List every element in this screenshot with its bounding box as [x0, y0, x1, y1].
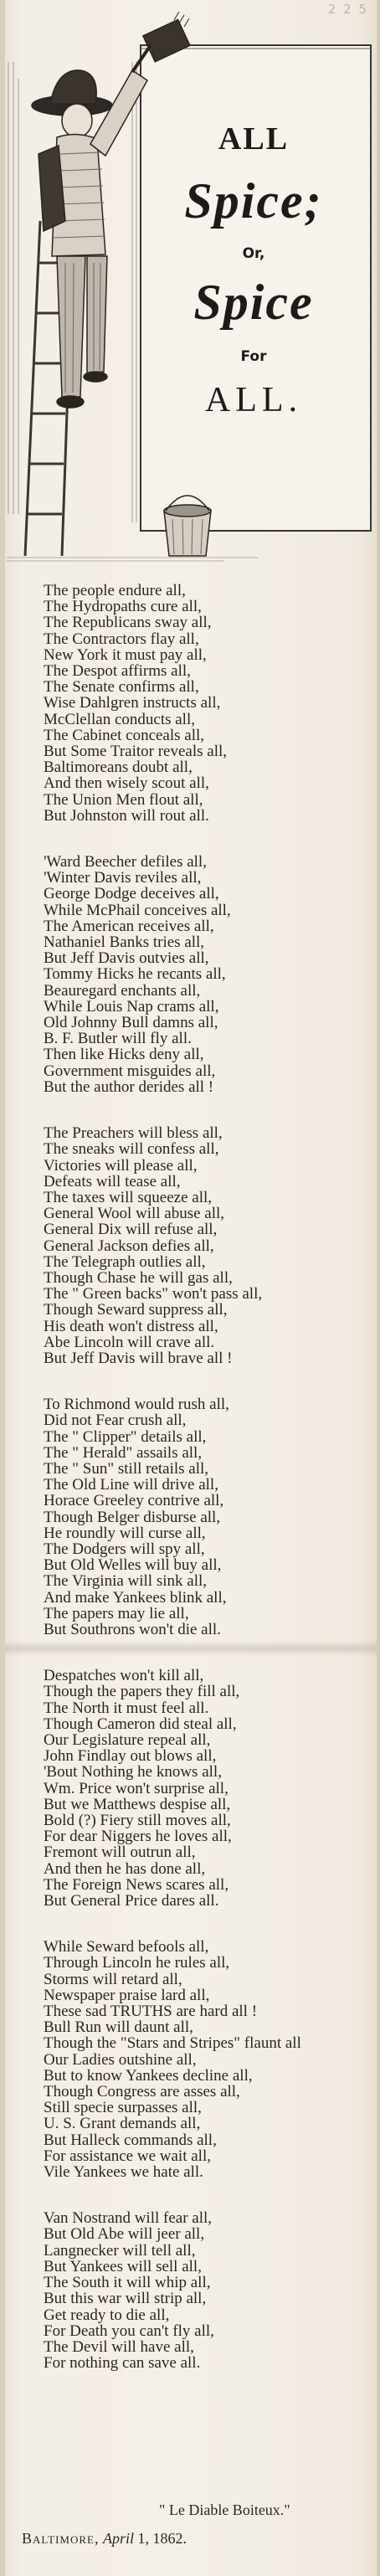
verse-line: General Dix will refuse all,	[44, 1221, 218, 1239]
verse-line: Nathaniel Banks tries all,	[44, 933, 205, 952]
verse-line: Bull Run will daunt all,	[44, 2018, 193, 2037]
verse-line: The " Herald" assails all,	[44, 1443, 203, 1462]
verse-line: Though Seward suppress all,	[44, 1301, 228, 1319]
verse-line: And then he has done all,	[44, 1859, 206, 1878]
stanza-2	[44, 854, 374, 1095]
verse-line: 'Ward Beecher defiles all,	[44, 853, 207, 872]
verse-line: General Wool will abuse all,	[44, 1205, 225, 1223]
verse-line: The North it must feel all.	[44, 1699, 209, 1717]
verse-line: Old Johnny Bull damns all,	[44, 1014, 218, 1032]
verse-line: McClellan conducts all,	[44, 710, 195, 728]
stanza-7	[44, 2210, 374, 2371]
boy-figure	[32, 70, 147, 408]
verse-line: The Despot affirms all,	[44, 662, 191, 681]
verse-line: These sad TRUTHS are hard all !	[44, 2003, 258, 2021]
verse-line: B. F. Butler will fly all.	[44, 1030, 192, 1048]
verse-line: Abe Lincoln will crave all.	[44, 1333, 215, 1351]
verse-line: His death won't distress all,	[44, 1317, 218, 1335]
verse-line: Storms will retard all,	[44, 1970, 182, 1988]
verse-line: The American receives all,	[44, 917, 214, 935]
verse-line: The Preachers will bless all,	[44, 1124, 223, 1143]
verse-line: Though the papers they fill all,	[44, 1683, 240, 1701]
verse-line: The Devil will have all,	[44, 2337, 194, 2356]
title-line-spice-2: Spice	[193, 275, 314, 330]
header-vignette	[7, 12, 375, 564]
verse-line: Though the "Stars and Stripes" flaunt all	[44, 2034, 301, 2053]
verse-line: While McPhail conceives all,	[44, 901, 231, 919]
stanza-6	[44, 1939, 374, 2180]
verse-line: Still specie surpasses all,	[44, 2099, 202, 2117]
verse-line: Did not Fear crush all,	[44, 1411, 187, 1430]
verse-line: The papers may lie all,	[44, 1604, 189, 1622]
verse-line: Fremont will outrun all,	[44, 1843, 196, 1862]
verse-line: John Findlay out blows all,	[44, 1747, 217, 1766]
verse-line: Our Ladies outshine all,	[44, 2050, 197, 2069]
verse-line: Vile Yankees we hate all.	[44, 2163, 203, 2182]
verse-line: The Senate confirms all,	[44, 678, 199, 697]
verse-line: New York it must pay all,	[44, 645, 207, 664]
verse-line: U. S. Grant demands all,	[44, 2115, 201, 2133]
verse-line: Wm. Price won't surprise all,	[44, 1779, 229, 1797]
verse-line: Bold (?) Fiery still moves all,	[44, 1812, 231, 1830]
verse-line: But this war will strip all,	[44, 2290, 207, 2308]
verse-line: The sneaks will confess all,	[44, 1140, 219, 1159]
verse-line: He roundly will curse all,	[44, 1524, 206, 1542]
verse-line: Though Chase he will gas all,	[44, 1268, 233, 1287]
verse-line: The people endure all,	[44, 582, 186, 599]
verse-line: Baltimoreans doubt all,	[44, 758, 193, 777]
verse-line: The taxes will squeeze all,	[44, 1188, 213, 1206]
verse-line: 'Bout Nothing he knows all,	[44, 1763, 222, 1782]
verse-line: General Jackson defies all,	[44, 1237, 214, 1255]
verse-line: Though Belger disburse all,	[44, 1508, 221, 1526]
paper-edge-right	[377, 0, 380, 2576]
paper-edge-left	[0, 0, 5, 2576]
verse-line: But Old Welles will buy all,	[44, 1556, 222, 1575]
verse-line: Defeats will tease all,	[44, 1172, 181, 1190]
verse-line: The " Clipper" details all,	[44, 1427, 207, 1446]
verse-line: Though Cameron did steal all,	[44, 1715, 237, 1733]
verse-line: And make Yankees blink all,	[44, 1588, 227, 1607]
verse-line: Tommy Hicks he recants all,	[44, 965, 226, 984]
verse-line: While Seward befools all,	[44, 1938, 209, 1956]
verse-line: The Contractors flay all,	[44, 630, 199, 648]
verse-line: The Foreign News scares all,	[44, 1875, 229, 1894]
title-line-all: ALL	[218, 121, 290, 157]
verse-line: But Jeff Davis will brave all !	[44, 1349, 233, 1367]
verse-line: Then like Hicks deny all,	[44, 1046, 204, 1064]
stanza-4	[44, 1396, 374, 1638]
verse-line: For nothing can save all.	[44, 2354, 201, 2373]
title-line-spice: Spice;	[184, 173, 323, 229]
verse-line: Van Nostrand will fear all,	[44, 2209, 213, 2228]
verse-line: Horace Greeley contrive all,	[44, 1492, 224, 1510]
verse-line: But Johnston will rout all.	[44, 806, 209, 825]
paper-fold-crease	[5, 1641, 377, 1656]
verse-line: While Louis Nap crams all,	[44, 997, 219, 1015]
verse-line: Despatches won't kill all,	[44, 1667, 204, 1685]
poem-body	[44, 583, 374, 2401]
verse-line: But General Price dares all.	[44, 1892, 219, 1910]
verse-line: But Jeff Davis outvies all,	[44, 949, 209, 968]
verse-line: But the author derides all !	[44, 1077, 214, 1096]
verse-line: For dear Niggers he loves all,	[44, 1828, 232, 1846]
verse-line: For assistance we wait all,	[44, 2147, 211, 2165]
verse-line: For Death you can't fly all,	[44, 2321, 214, 2340]
verse-line: But Southrons won't die all.	[44, 1620, 221, 1638]
verse-line: To Richmond would rush all,	[44, 1396, 229, 1414]
verse-line: The " Green backs" won't pass all,	[44, 1285, 263, 1303]
dateline-month: April	[102, 2530, 134, 2547]
verse-line: The Telegraph outlies all,	[44, 1252, 206, 1271]
verse-line: Wise Dahlgren instructs all,	[44, 694, 221, 712]
verse-line: Our Legislature repeal all,	[44, 1731, 211, 1749]
verse-line: Victories will please all,	[44, 1156, 198, 1175]
verse-line: But Yankees will sell all,	[44, 2257, 202, 2275]
verse-line: Get ready to die all,	[44, 2306, 170, 2324]
verse-line: George Dodge deceives all,	[44, 885, 219, 903]
dateline-day-year: 1, 1862.	[137, 2530, 187, 2547]
verse-line: The Old Line will drive all,	[44, 1476, 218, 1494]
verse-line: But Old Abe will jeer all,	[44, 2225, 205, 2244]
dateline-place: Baltimore,	[22, 2530, 100, 2547]
verse-line: The " Sun" still retails all,	[44, 1459, 209, 1478]
verse-line: Government misguides all,	[44, 1062, 216, 1080]
title-line-or: Or,	[242, 245, 265, 262]
verse-line: But Halleck commands all,	[44, 2131, 217, 2149]
verse-line: The Dodgers will spy all,	[44, 1540, 205, 1558]
verse-line: The Hydropaths cure all,	[44, 598, 202, 616]
title-block	[149, 121, 358, 420]
pencil-annotation: 2 2 5	[327, 2, 368, 17]
verse-line: But we Matthews despise all,	[44, 1795, 231, 1813]
verse-line: Newspaper praise lard all,	[44, 1986, 210, 2004]
verse-line: And then wisely scout all,	[44, 774, 209, 793]
title-line-all-2: ALL.	[204, 381, 303, 419]
verse-line: The Republicans sway all,	[44, 614, 212, 632]
verse-line: The Virginia will sink all,	[44, 1572, 208, 1591]
verse-line: Through Lincoln he rules all,	[44, 1954, 230, 1972]
verse-line: But Some Traitor reveals all,	[44, 743, 228, 761]
verse-line: The Cabinet conceals all,	[44, 726, 205, 744]
verse-line: Though Congress are asses all,	[44, 2083, 240, 2101]
dateline	[22, 2530, 187, 2548]
stanza-5	[44, 1668, 374, 1909]
stanza-1	[44, 583, 374, 824]
author-signature: " Le Diable Boiteux."	[159, 2501, 290, 2518]
verse-line: 'Winter Davis reviles all,	[44, 869, 202, 887]
verse-line: Langnecker will tell all,	[44, 2241, 196, 2260]
verse-line: The Union Men flout all,	[44, 790, 203, 809]
verse-line: Beauregard enchants all,	[44, 981, 201, 1000]
paste-bucket	[164, 496, 211, 556]
verse-line: The South it will whip all,	[44, 2274, 211, 2292]
stanza-3	[44, 1125, 374, 1366]
title-line-for: For	[240, 348, 267, 365]
verse-line: But to know Yankees decline all,	[44, 2066, 253, 2085]
